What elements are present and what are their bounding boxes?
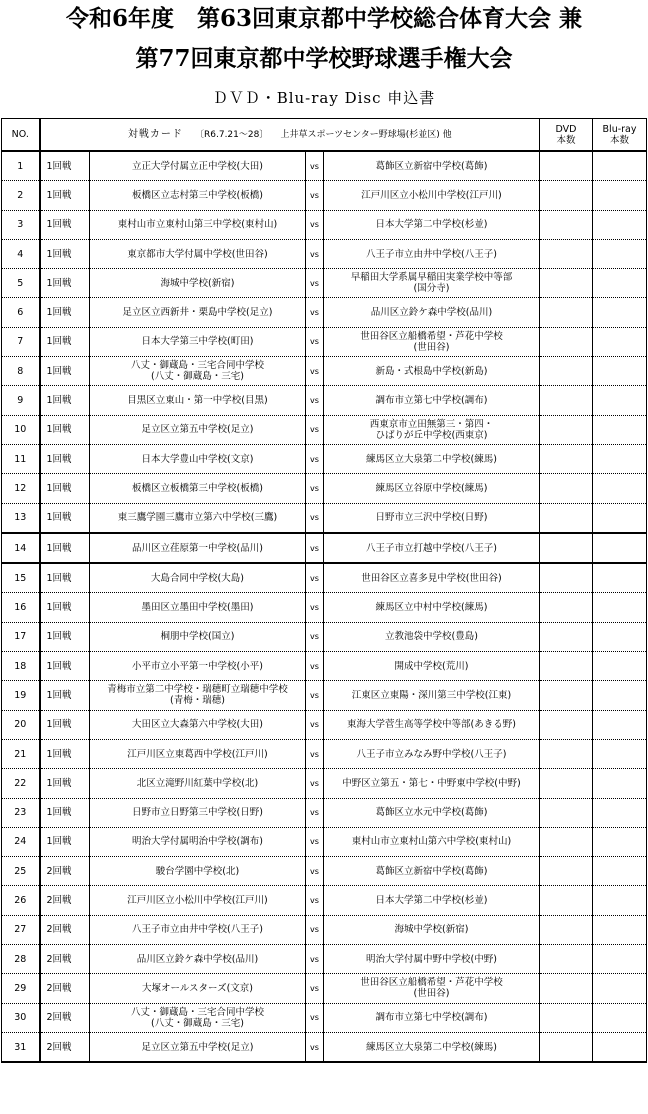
team-b: 中野区立第五・第七・中野東中学校(中野) [324, 769, 540, 798]
row-number: 24 [2, 827, 40, 856]
round-label: 1回戦 [40, 181, 90, 210]
table-row [2, 563, 647, 593]
team-a: 明治大学付属明治中学校(調布) [90, 827, 306, 856]
team-b: 日本大学第二中学校(杉並) [324, 886, 540, 915]
bluray-quantity-field[interactable] [593, 181, 647, 210]
dvd-quantity-field[interactable] [540, 503, 593, 533]
team-a: 桐朋中学校(国立) [90, 622, 306, 651]
order-table [1, 118, 647, 1063]
vs-label: vs [306, 886, 324, 915]
dvd-quantity-field[interactable] [540, 1003, 593, 1032]
row-number: 1 [2, 151, 40, 181]
dvd-quantity-field[interactable] [540, 181, 593, 210]
row-number: 23 [2, 798, 40, 827]
dvd-quantity-field[interactable] [540, 415, 593, 444]
dvd-quantity-field[interactable] [540, 357, 593, 386]
team-a: 駿台学園中学校(北) [90, 857, 306, 886]
vs-label: vs [306, 974, 324, 1003]
row-number: 3 [2, 210, 40, 239]
row-number: 7 [2, 327, 40, 356]
bluray-quantity-field[interactable] [593, 503, 647, 533]
row-number: 21 [2, 739, 40, 768]
dvd-quantity-field[interactable] [540, 945, 593, 974]
dvd-quantity-field[interactable] [540, 327, 593, 356]
bluray-quantity-field[interactable] [593, 593, 647, 622]
row-number: 4 [2, 239, 40, 268]
bluray-quantity-field[interactable] [593, 652, 647, 681]
team-a-line-1: 青梅市立第二中学校・瑞穂町立瑞穂中学校 [107, 684, 288, 696]
bluray-quantity-field[interactable] [593, 1003, 647, 1032]
round-label: 1回戦 [40, 444, 90, 473]
dvd-quantity-field[interactable] [540, 533, 593, 563]
team-b: 江東区立東陽・深川第三中学校(江東) [324, 681, 540, 710]
round-label: 1回戦 [40, 357, 90, 386]
vs-label: vs [306, 181, 324, 210]
vs-label: vs [306, 593, 324, 622]
round-label: 2回戦 [40, 915, 90, 944]
team-a: 小平市立小平第一中学校(小平) [90, 652, 306, 681]
team-b-line-2: (国分寺) [413, 283, 450, 295]
row-number: 13 [2, 503, 40, 533]
team-b: 八王子市立みなみ野中学校(八王子) [324, 739, 540, 768]
round-label: 1回戦 [40, 739, 90, 768]
vs-label: vs [306, 386, 324, 415]
team-b-line-1: 早稲田大学系属早稲田実業学校中等部 [350, 272, 513, 284]
table-row [2, 710, 647, 739]
header-date: 〔R6.7.21～28〕 [195, 129, 269, 140]
header-bluray-label: Blu-ray [602, 123, 637, 135]
table-header-row [2, 119, 647, 152]
table-row [2, 386, 647, 415]
team-a: 足立区立第五中学校(足立) [90, 415, 306, 444]
round-label: 1回戦 [40, 386, 90, 415]
dvd-quantity-field[interactable] [540, 444, 593, 473]
team-b-line-2: ひばりが丘中学校(西東京) [375, 429, 488, 441]
bluray-quantity-field[interactable] [593, 739, 647, 768]
row-number: 26 [2, 886, 40, 915]
round-label: 2回戦 [40, 1003, 90, 1032]
round-label: 1回戦 [40, 298, 90, 327]
team-b: 品川区立鈴ケ森中学校(品川) [324, 298, 540, 327]
bluray-quantity-field[interactable] [593, 533, 647, 563]
team-a: 日野市立日野第三中学校(日野) [90, 798, 306, 827]
bluray-quantity-field[interactable] [593, 327, 647, 356]
row-number: 27 [2, 915, 40, 944]
round-label: 1回戦 [40, 269, 90, 298]
bluray-quantity-field[interactable] [593, 357, 647, 386]
team-b-line-1: 世田谷区立船橋希望・芦花中学校 [360, 977, 503, 989]
vs-label: vs [306, 298, 324, 327]
team-b-line-1: 世田谷区立船橋希望・芦花中学校 [360, 330, 503, 342]
row-number: 12 [2, 474, 40, 503]
team-b: 世田谷区立喜多見中学校(世田谷) [324, 563, 540, 593]
table-row [2, 827, 647, 856]
dvd-quantity-field[interactable] [540, 386, 593, 415]
bluray-quantity-field[interactable] [593, 827, 647, 856]
team-a-line-2: (青梅・瑞穂) [170, 695, 225, 707]
team-b: 葛飾区立新宿中学校(葛飾) [324, 857, 540, 886]
dvd-quantity-field[interactable] [540, 1032, 593, 1062]
bluray-quantity-field[interactable] [593, 1032, 647, 1062]
table-row [2, 945, 647, 974]
bluray-quantity-field[interactable] [593, 444, 647, 473]
row-number: 29 [2, 974, 40, 1003]
team-a-line-2: (八丈・御蔵島・三宅) [151, 1017, 244, 1029]
round-label: 1回戦 [40, 827, 90, 856]
row-number: 17 [2, 622, 40, 651]
dvd-quantity-field[interactable] [540, 239, 593, 268]
round-label: 1回戦 [40, 239, 90, 268]
round-label: 1回戦 [40, 503, 90, 533]
dvd-quantity-field[interactable] [540, 474, 593, 503]
round-label: 1回戦 [40, 798, 90, 827]
bluray-quantity-field[interactable] [593, 622, 647, 651]
round-label: 1回戦 [40, 593, 90, 622]
table-row [2, 181, 647, 210]
team-a: 板橋区立板橋第三中学校(板橋) [90, 474, 306, 503]
team-b: 東海大学菅生高等学校中等部(あきる野) [324, 710, 540, 739]
team-b [324, 974, 540, 1003]
row-number: 28 [2, 945, 40, 974]
round-label: 2回戦 [40, 945, 90, 974]
team-a: 大塚オールスターズ(文京) [90, 974, 306, 1003]
team-b: 東村山市立東村山第六中学校(東村山) [324, 827, 540, 856]
table-row [2, 886, 647, 915]
vs-label: vs [306, 622, 324, 651]
round-label: 1回戦 [40, 533, 90, 563]
team-a: 品川区立荏原第一中学校(品川) [90, 533, 306, 563]
team-a: 海城中学校(新宿) [90, 269, 306, 298]
row-number: 30 [2, 1003, 40, 1032]
dvd-quantity-field[interactable] [540, 210, 593, 239]
dvd-quantity-field[interactable] [540, 739, 593, 768]
team-b: 八王子市立打越中学校(八王子) [324, 533, 540, 563]
bluray-quantity-field[interactable] [593, 915, 647, 944]
vs-label: vs [306, 652, 324, 681]
row-number: 5 [2, 269, 40, 298]
table-row [2, 269, 647, 298]
bluray-quantity-field[interactable] [593, 298, 647, 327]
team-a: 東京都市大学付属中学校(世田谷) [90, 239, 306, 268]
table-row [2, 652, 647, 681]
bluray-quantity-field[interactable] [593, 269, 647, 298]
team-b: 練馬区立中村中学校(練馬) [324, 593, 540, 622]
vs-label: vs [306, 945, 324, 974]
bluray-quantity-field[interactable] [593, 239, 647, 268]
team-b: 立教池袋中学校(豊島) [324, 622, 540, 651]
row-number: 16 [2, 593, 40, 622]
table-row [2, 1003, 647, 1032]
team-a: 八王子市立由井中学校(八王子) [90, 915, 306, 944]
vs-label: vs [306, 357, 324, 386]
header-bluray-unit: 本数 [610, 134, 630, 146]
bluray-quantity-field[interactable] [593, 415, 647, 444]
team-b: 練馬区立谷原中学校(練馬) [324, 474, 540, 503]
dvd-quantity-field[interactable] [540, 681, 593, 710]
team-a: 東村山市立東村山第三中学校(東村山) [90, 210, 306, 239]
row-number: 11 [2, 444, 40, 473]
header-no: NO. [2, 119, 40, 152]
team-a: 大島合同中学校(大島) [90, 563, 306, 593]
vs-label: vs [306, 474, 324, 503]
bluray-quantity-field[interactable] [593, 151, 647, 181]
round-label: 1回戦 [40, 563, 90, 593]
dvd-quantity-field[interactable] [540, 593, 593, 622]
header-match-card [40, 119, 540, 152]
row-number: 20 [2, 710, 40, 739]
team-b [324, 327, 540, 356]
table-row [2, 357, 647, 386]
vs-label: vs [306, 210, 324, 239]
dvd-quantity-field[interactable] [540, 151, 593, 181]
dvd-quantity-field[interactable] [540, 886, 593, 915]
team-a: 板橋区立志村第三中学校(板橋) [90, 181, 306, 210]
round-label: 1回戦 [40, 710, 90, 739]
dvd-quantity-field[interactable] [540, 915, 593, 944]
vs-label: vs [306, 151, 324, 181]
dvd-quantity-field[interactable] [540, 652, 593, 681]
team-b-line-2: (世田谷) [413, 988, 450, 1000]
team-a: 日本大学第三中学校(町田) [90, 327, 306, 356]
round-label: 2回戦 [40, 1032, 90, 1062]
vs-label: vs [306, 444, 324, 473]
team-a: 足立区立西新井・栗島中学校(足立) [90, 298, 306, 327]
row-number: 22 [2, 769, 40, 798]
table-row [2, 474, 647, 503]
vs-label: vs [306, 327, 324, 356]
team-a: 墨田区立墨田中学校(墨田) [90, 593, 306, 622]
team-b: 新島・式根島中学校(新島) [324, 357, 540, 386]
round-label: 1回戦 [40, 474, 90, 503]
dvd-quantity-field[interactable] [540, 769, 593, 798]
table-row [2, 210, 647, 239]
table-row [2, 444, 647, 473]
form-title-line-1: 令和6年度 第63回東京都中学校総合体育大会 兼 [65, 5, 583, 32]
round-label: 1回戦 [40, 415, 90, 444]
header-venue: 上井草スポーツセンター野球場(杉並区) 他 [280, 129, 452, 140]
table-row [2, 298, 647, 327]
row-number: 15 [2, 563, 40, 593]
table-row [2, 593, 647, 622]
table-row [2, 415, 647, 444]
round-label: 1回戦 [40, 652, 90, 681]
bluray-quantity-field[interactable] [593, 681, 647, 710]
round-label: 1回戦 [40, 681, 90, 710]
table-row [2, 739, 647, 768]
round-label: 2回戦 [40, 974, 90, 1003]
table-row [2, 503, 647, 533]
team-a-line-2: (八丈・御蔵島・三宅) [151, 371, 244, 383]
team-b: 練馬区立大泉第二中学校(練馬) [324, 444, 540, 473]
bluray-quantity-field[interactable] [593, 710, 647, 739]
team-b [324, 269, 540, 298]
bluray-quantity-field[interactable] [593, 563, 647, 593]
team-a-line-1: 八丈・御蔵島・三宅合同中学校 [130, 360, 264, 372]
dvd-quantity-field[interactable] [540, 622, 593, 651]
bluray-quantity-field[interactable] [593, 210, 647, 239]
vs-label: vs [306, 915, 324, 944]
row-number: 25 [2, 857, 40, 886]
team-a: 目黒区立東山・第一中学校(目黒) [90, 386, 306, 415]
table-row [2, 857, 647, 886]
table-row [2, 151, 647, 181]
team-b: 日野市立三沢中学校(日野) [324, 503, 540, 533]
team-b: 葛飾区立新宿中学校(葛飾) [324, 151, 540, 181]
table-row [2, 1032, 647, 1062]
form-title-line-2: 第77回東京都中学校野球選手権大会 [135, 45, 513, 72]
vs-label: vs [306, 739, 324, 768]
dvd-quantity-field[interactable] [540, 798, 593, 827]
team-b: 明治大学付属中野中学校(中野) [324, 945, 540, 974]
dvd-quantity-field[interactable] [540, 563, 593, 593]
vs-label: vs [306, 239, 324, 268]
vs-label: vs [306, 269, 324, 298]
team-b: 江戸川区立小松川中学校(江戸川) [324, 181, 540, 210]
header-dvd-count [540, 119, 593, 152]
team-b: 練馬区立大泉第二中学校(練馬) [324, 1032, 540, 1062]
bluray-quantity-field[interactable] [593, 386, 647, 415]
team-a [90, 1003, 306, 1032]
vs-label: vs [306, 681, 324, 710]
row-number: 14 [2, 533, 40, 563]
vs-label: vs [306, 710, 324, 739]
round-label: 1回戦 [40, 327, 90, 356]
table-row [2, 622, 647, 651]
round-label: 1回戦 [40, 769, 90, 798]
vs-label: vs [306, 1003, 324, 1032]
vs-label: vs [306, 827, 324, 856]
team-b: 葛飾区立水元中学校(葛飾) [324, 798, 540, 827]
header-bluray-count [593, 119, 647, 152]
row-number: 31 [2, 1032, 40, 1062]
team-a: 東三鷹学園三鷹市立第六中学校(三鷹) [90, 503, 306, 533]
bluray-quantity-field[interactable] [593, 474, 647, 503]
table-row [2, 915, 647, 944]
team-a: 江戸川区立小松川中学校(江戸川) [90, 886, 306, 915]
vs-label: vs [306, 533, 324, 563]
table-row [2, 798, 647, 827]
table-row [2, 974, 647, 1003]
team-a: 大田区立大森第六中学校(大田) [90, 710, 306, 739]
bluray-quantity-field[interactable] [593, 769, 647, 798]
round-label: 1回戦 [40, 210, 90, 239]
row-number: 6 [2, 298, 40, 327]
team-b-line-1: 西東京市立田無第三・第四・ [369, 418, 494, 430]
team-b: 開成中学校(荒川) [324, 652, 540, 681]
team-a: 北区立滝野川紅葉中学校(北) [90, 769, 306, 798]
team-b: 調布市立第七中学校(調布) [324, 1003, 540, 1032]
row-number: 8 [2, 357, 40, 386]
header-card-label: 対戦カード [127, 128, 183, 140]
header-dvd-unit: 本数 [556, 134, 576, 146]
dvd-quantity-field[interactable] [540, 857, 593, 886]
team-a: 品川区立鈴ケ森中学校(品川) [90, 945, 306, 974]
dvd-quantity-field[interactable] [540, 269, 593, 298]
team-b: 調布市立第七中学校(調布) [324, 386, 540, 415]
dvd-quantity-field[interactable] [540, 298, 593, 327]
table-row [2, 327, 647, 356]
team-a-line-1: 八丈・御蔵島・三宅合同中学校 [130, 1006, 264, 1018]
header-dvd-label: DVD [555, 123, 577, 135]
row-number: 18 [2, 652, 40, 681]
team-a: 立正大学付属立正中学校(大田) [90, 151, 306, 181]
row-number: 19 [2, 681, 40, 710]
vs-label: vs [306, 503, 324, 533]
vs-label: vs [306, 798, 324, 827]
table-row [2, 533, 647, 563]
table-row [2, 239, 647, 268]
round-label: 1回戦 [40, 151, 90, 181]
team-a: 足立区立第五中学校(足立) [90, 1032, 306, 1062]
team-b: 八王子市立由井中学校(八王子) [324, 239, 540, 268]
table-row [2, 769, 647, 798]
bluray-quantity-field[interactable] [593, 798, 647, 827]
dvd-quantity-field[interactable] [540, 710, 593, 739]
bluray-quantity-field[interactable] [593, 945, 647, 974]
team-a: 江戸川区立東葛西中学校(江戸川) [90, 739, 306, 768]
row-number: 9 [2, 386, 40, 415]
team-a [90, 357, 306, 386]
dvd-quantity-field[interactable] [540, 827, 593, 856]
row-number: 10 [2, 415, 40, 444]
table-row [2, 681, 647, 710]
form-subtitle: ＤＶＤ・Blu-ray Disc 申込書 [212, 89, 436, 107]
vs-label: vs [306, 415, 324, 444]
team-b: 海城中学校(新宿) [324, 915, 540, 944]
team-a [90, 681, 306, 710]
vs-label: vs [306, 563, 324, 593]
round-label: 2回戦 [40, 857, 90, 886]
round-label: 1回戦 [40, 622, 90, 651]
bluray-quantity-field[interactable] [593, 974, 647, 1003]
dvd-quantity-field[interactable] [540, 974, 593, 1003]
bluray-quantity-field[interactable] [593, 886, 647, 915]
team-a: 日本大学豊山中学校(文京) [90, 444, 306, 473]
team-b: 日本大学第二中学校(杉並) [324, 210, 540, 239]
row-number: 2 [2, 181, 40, 210]
round-label: 2回戦 [40, 886, 90, 915]
team-b [324, 415, 540, 444]
vs-label: vs [306, 769, 324, 798]
vs-label: vs [306, 1032, 324, 1062]
vs-label: vs [306, 857, 324, 886]
team-b-line-2: (世田谷) [413, 341, 450, 353]
bluray-quantity-field[interactable] [593, 857, 647, 886]
